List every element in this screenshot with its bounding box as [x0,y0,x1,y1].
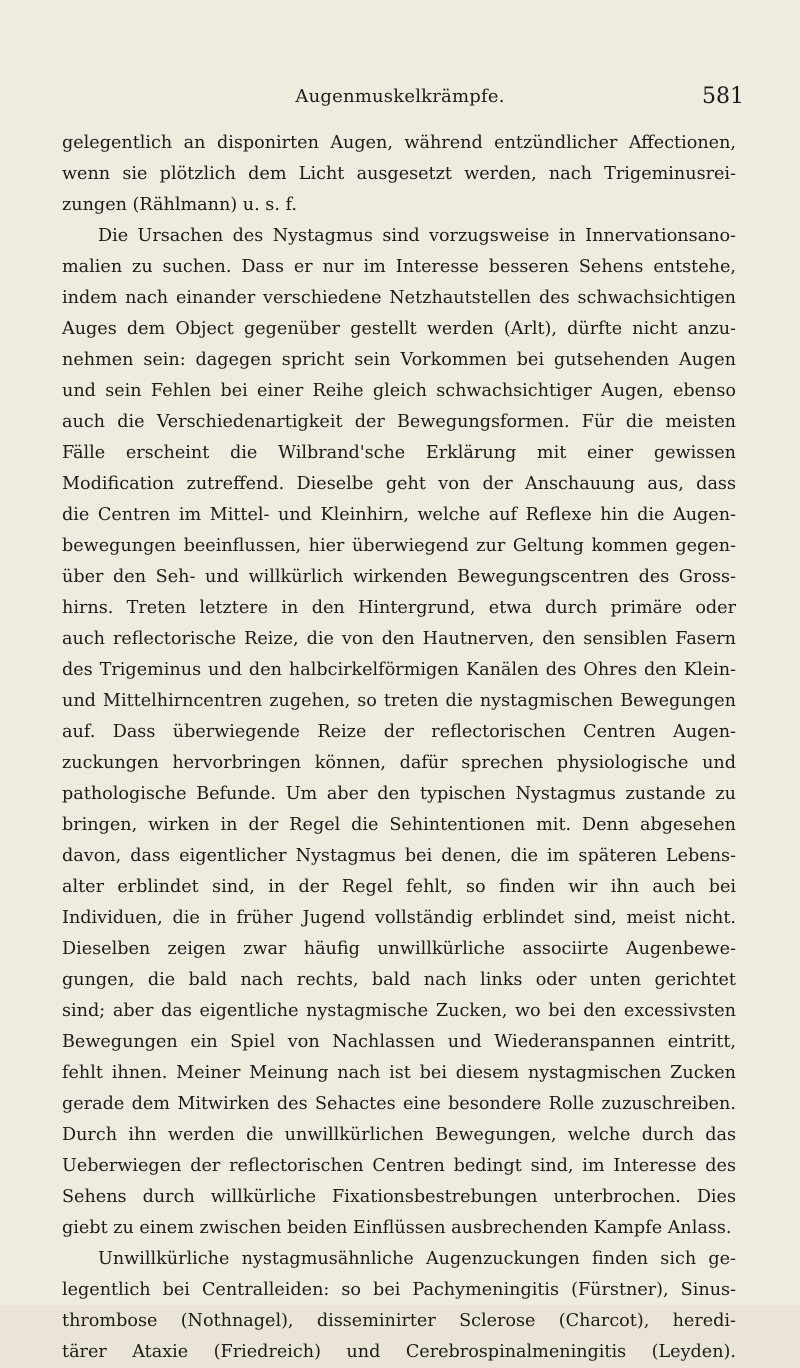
text-line: sind; aber das eigentliche nystagmische Zucken, wo bei den excessivsten [62,1001,736,1021]
text-line: die Centren im Mittel- und Kleinhirn, welche auf Reflexe hin die Augen- [62,505,736,525]
text-line: zungen (Rählmann) u. s. f. [62,195,297,215]
text-line: auch die Verschiedenartigkeit der Bewegungsformen. Für die meisten [62,412,736,432]
page-header [0,86,800,116]
text-line: Sehens durch willkürliche Fixationsbestrebungen unterbrochen. Dies [62,1187,736,1207]
text-line: und Mittelhirncentren zugehen, so treten die nystagmischen Bewegungen [62,691,736,711]
text-line: und sein Fehlen bei einer Reihe gleich schwachsichtiger Augen, ebenso [62,381,736,401]
text-line: Bewegungen ein Spiel von Nachlassen und Wiederanspannen eintritt, [62,1032,736,1052]
text-line: malien zu suchen. Dass er nur im Interesse besseren Sehens entstehe, [62,257,736,277]
text-line: Unwillkürliche nystagmusähnliche Augenzuckungen finden sich ge- [98,1249,736,1269]
text-line: wenn sie plötzlich dem Licht ausgesetzt werden, nach Trigeminusrei- [62,164,736,184]
text-line: indem nach einander verschiedene Netzhautstellen des schwachsichtigen [62,288,736,308]
body-text [62,128,736,1368]
running-title: Augenmuskelkrämpfe. [295,86,505,107]
text-line: des Trigeminus und den halbcirkelförmigen Kanälen des Ohres den Klein- [62,660,736,680]
text-line: gungen, die bald nach rechts, bald nach links oder unten gerichtet [62,970,736,990]
text-line: Fälle erscheint die Wilbrand'sche Erklärung mit einer gewissen [62,443,736,463]
text-line: Die Ursachen des Nystagmus sind vorzugsweise in Innervationsano- [98,226,736,246]
text-line: auf. Dass überwiegende Reize der reflectorischen Centren Augen- [62,722,736,742]
text-line: fehlt ihnen. Meiner Meinung nach ist bei diesem nystagmischen Zucken [62,1063,736,1083]
text-line: bringen, wirken in der Regel die Sehintentionen mit. Denn abgesehen [62,815,736,835]
text-line: gelegentlich an disponirten Augen, während entzündlicher Affectionen, [62,133,736,153]
text-line: hirns. Treten letztere in den Hintergrund, etwa durch primäre oder [62,598,736,618]
text-line: pathologische Befunde. Um aber den typischen Nystagmus zustande zu [62,784,736,804]
text-line: tärer Ataxie (Friedreich) und Cerebrospinalmeningitis (Leyden). [62,1342,736,1362]
text-line: Modification zutreffend. Dieselbe geht von der Anschauung aus, dass [62,474,736,494]
text-line: davon, dass eigentlicher Nystagmus bei denen, die im späteren Lebens- [62,846,736,866]
text-line: über den Seh- und willkürlich wirkenden Bewegungscentren des Gross- [62,567,736,587]
page-number: 581 [702,84,744,109]
text-line: Durch ihn werden die unwillkürlichen Bewegungen, welche durch das [62,1125,736,1145]
text-line: giebt zu einem zwischen beiden Einflüssen ausbrechenden Kampfe Anlass. [62,1218,732,1238]
text-line: auch reflectorische Reize, die von den Hautnerven, den sensiblen Fasern [62,629,736,649]
text-line: Dieselben zeigen zwar häufig unwillkürliche associirte Augenbewe- [62,939,736,959]
text-line: alter erblindet sind, in der Regel fehlt, so finden wir ihn auch bei [62,877,736,897]
text-line: bewegungen beeinflussen, hier überwiegend zur Geltung kommen gegen- [62,536,736,556]
text-line: nehmen sein: dagegen spricht sein Vorkommen bei gutsehenden Augen [62,350,736,370]
text-line: zuckungen hervorbringen können, dafür sprechen physiologische und [62,753,736,773]
text-line: gerade dem Mitwirken des Sehactes eine besondere Rolle zuzuschreiben. [62,1094,736,1114]
text-line: legentlich bei Centralleiden: so bei Pachymeningitis (Fürstner), Sinus- [62,1280,736,1300]
text-line: Auges dem Object gegenüber gestellt werden (Arlt), dürfte nicht anzu- [62,319,736,339]
text-line: Individuen, die in früher Jugend vollständig erblindet sind, meist nicht. [62,908,736,928]
text-line: thrombose (Nothnagel), disseminirter Sclerose (Charcot), heredi- [62,1311,736,1331]
text-line: Ueberwiegen der reflectorischen Centren bedingt sind, im Interesse des [62,1156,736,1176]
